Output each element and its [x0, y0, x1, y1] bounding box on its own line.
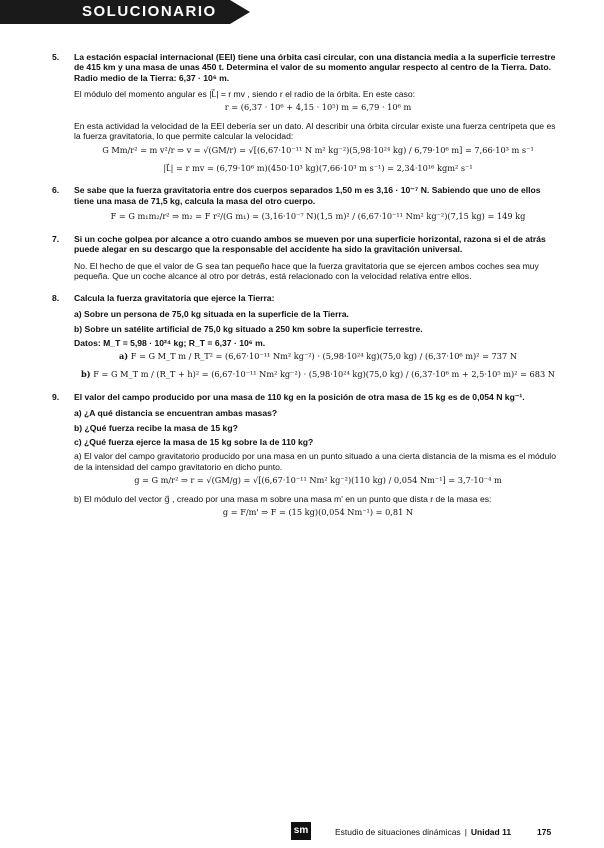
answer-text: El módulo del momento angular es |L⃗| = r mv , siendo r el radio de la órbita. En este caso: — [74, 88, 416, 99]
question-text: El valor del campo producido por una masa de 110 kg en la posición de otra masa de 15 kg es de 0,054 N kg⁻¹. — [74, 392, 525, 403]
question-text: Si un coche golpea por alcance a otro cuando ambos se mueven por una superficie horizontal, razona si el de atrás puede alegar en su descargo que la responsable del accidente ha sido la gravitación universal. — [74, 233, 546, 255]
answer-text: a) El valor del campo gravitatorio producido por una masa en un punto situado a una cierta distancia de la misma es el módulo de la intensidad del campo gravitatorio en dicho punto. — [74, 451, 557, 472]
sub-question-a: a) ¿A qué distancia se encuentran ambas masas? — [74, 408, 278, 419]
answer-text: b) El módulo del vector g⃗ , creado por una masa m sobre una masa m' en un punto que dista r de la masa es: — [74, 493, 492, 504]
publisher-logo: sm — [291, 822, 311, 840]
answer-label: b) — [81, 369, 91, 380]
equation: g = F/m' ⇒ F = (15 kg)(0,054 Nm⁻¹) = 0,81 N — [222, 507, 414, 518]
page-content — [52, 52, 562, 530]
question-9 — [52, 392, 562, 518]
sub-question-b: b) ¿Qué fuerza recibe la masa de 15 kg? — [74, 422, 238, 433]
question-6 — [52, 185, 562, 221]
equation: F = G M_T m / (R_T + h)² = (6,67·10⁻¹¹ Nm² kg⁻²) · (5,98·10²⁴ kg)(75,0 kg) / (6,37·10⁶ m + 2,5·10⁵ m)² = 683 N — [93, 369, 555, 380]
question-number: 8. — [52, 293, 60, 304]
question-number: 6. — [52, 185, 60, 196]
header-label: SOLUCIONARIO — [82, 3, 217, 20]
footer-title — [335, 827, 511, 837]
equation: |L⃗| = r mv = (6,79·10⁶ m)(450·10³ kg)(7,66·10³ m s⁻¹) = 2,34·10¹⁶ kgm² s⁻¹ — [163, 162, 473, 173]
equation: g = G m/r² ⇒ r = √(GM/g) = √[(6,67·10⁻¹¹ Nm² kg⁻²)(110 kg) / 0,054 Nm⁻¹] = 3,7·10⁻⁴ m — [134, 474, 502, 485]
question-text: Se sabe que la fuerza gravitatoria entre dos cuerpos separados 1,50 m es 3,16 · 10⁻⁷ N. Sabiendo que uno de ellos tiene una masa de 71,5 kg, calcula la masa del otro cuerpo. — [74, 185, 541, 206]
question-number: 7. — [52, 233, 60, 244]
answer-text: No. El hecho de que el valor de G sea tan pequeño hace que la fuerza gravitatoria que se ejercen ambos coches sea muy pequeña. Que un coche alcance al otro por detrás, está relacionado con la velocidad relativa entre ellos. — [74, 260, 539, 281]
equation: F = G M_T m / R_T² = (6,67·10⁻¹¹ Nm² kg⁻²) · (5,98·10²⁴ kg)(75,0 kg) / (6,37·10⁶ m)² = 737 N — [130, 351, 517, 362]
answer-text: En esta actividad la velocidad de la EEI debería ser un dato. Al describir una órbita circular existe una fuerza centrípeta que es la fuerza gravitatoria, lo que permite calcular la velocidad: — [74, 121, 556, 142]
question-8 — [52, 293, 562, 380]
equation-a — [74, 352, 562, 362]
question-number: 5. — [52, 52, 60, 62]
question-7 — [52, 234, 562, 281]
equation-b — [74, 370, 562, 380]
question-text: La estación espacial internacional (EEI) tiene una órbita casi circular, con una distancia media a la superficie terrestre de 415 km y una masa de unas 450 t. Determina el valor de su momento angular respecto al centro de la Tierra. Dato. Radio medio de la Tierra: 6,37 · 10⁶ m. — [74, 52, 556, 83]
data-line: Datos: M_T = 5,98 · 10²⁴ kg; R_T = 6,37 · 10⁶ m. — [74, 338, 266, 349]
question-text: Calcula la fuerza gravitatoria que ejerce la Tierra: — [74, 293, 275, 304]
unit-label: Unidad 11 — [470, 827, 512, 837]
page-footer — [0, 818, 604, 848]
sub-question-b: b) Sobre un satélite artificial de 75,0 kg situado a 250 km sobre la superficie terrestre. — [74, 323, 423, 334]
answer-label: a) — [118, 351, 129, 362]
sub-question-c: c) ¿Qué fuerza ejerce la masa de 15 kg sobre la de 110 kg? — [74, 437, 314, 447]
sub-question-a: a) Sobre un persona de 75,0 kg situada en la superficie de la Tierra. — [74, 309, 349, 320]
equation: r = (6,37 · 10⁶ + 4,15 · 10⁵) m = 6,79 · 10⁶ m — [224, 102, 412, 113]
footer-separator: | — [464, 827, 467, 837]
equation: F = G m₁m₂/r² ⇒ m₂ = F r²/(G m₁) = (3,16·10⁻⁷ N)(1,5 m)² / (6,67·10⁻¹¹ Nm² kg⁻²)(7,15 kg) = 149 kg — [110, 211, 526, 222]
question-5 — [52, 52, 562, 173]
page-number: 175 — [537, 827, 552, 837]
equation: G Mm/r² = m v²/r ⇒ v = √(GM/r) = √[(6,67·10⁻¹¹ N m² kg⁻²)(5,98·10²⁴ kg) / 6,79·10⁶ m] = 7,66·10³ m s⁻¹ — [102, 144, 534, 155]
question-number: 9. — [52, 392, 60, 403]
book-section-title: Estudio de situaciones dinámicas — [335, 827, 461, 837]
